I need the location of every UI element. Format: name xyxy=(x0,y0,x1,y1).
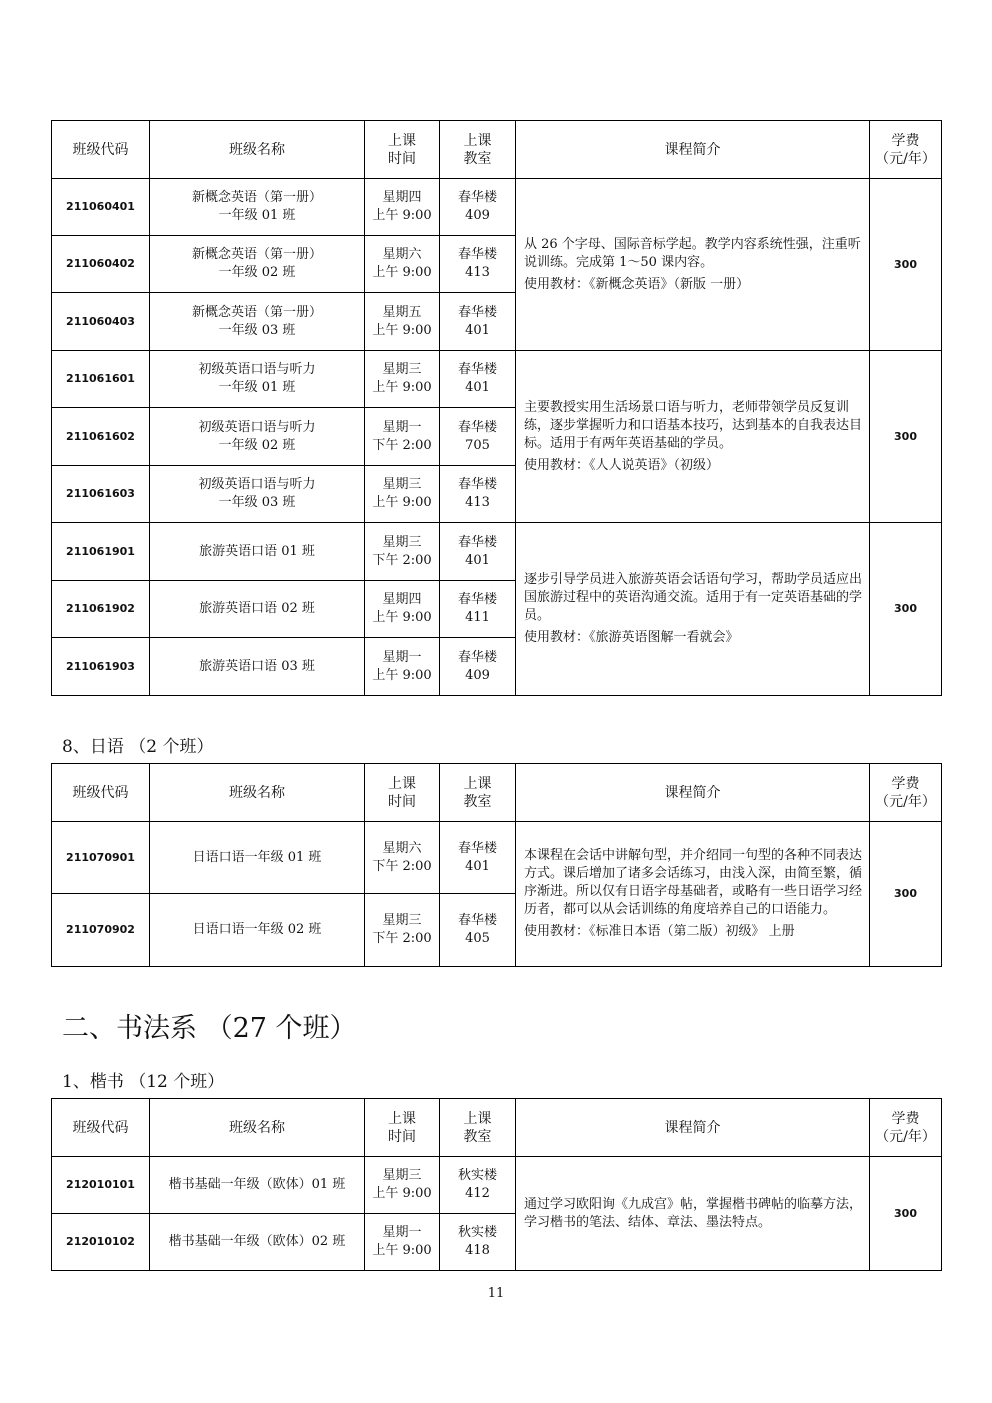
class-time: 星期三 上午 9:00 xyxy=(365,1157,440,1214)
table-row xyxy=(52,179,942,236)
section-heading-japanese: 8、日语 （2 个班） xyxy=(62,737,214,757)
japanese-class-table xyxy=(51,763,942,967)
class-room: 春华楼 411 xyxy=(440,581,516,638)
course-description: 从 26 个字母、国际音标学起。教学内容系统性强，注重听说训练。完成第 1～50 课内容。 使用教材：《新概念英语》（新版 一册） xyxy=(516,179,870,351)
class-code: 211061901 xyxy=(52,523,150,581)
class-room: 春华楼 405 xyxy=(440,894,516,967)
class-time: 星期六 上午 9:00 xyxy=(365,236,440,293)
tuition-fee: 300 xyxy=(870,179,942,351)
class-code: 211070902 xyxy=(52,894,150,967)
class-name: 日语口语一年级 02 班 xyxy=(150,894,365,967)
table-row xyxy=(52,822,942,894)
class-room: 春华楼 401 xyxy=(440,523,516,581)
tuition-fee: 300 xyxy=(870,1157,942,1271)
table-header-row xyxy=(52,1099,942,1157)
class-time: 星期四 上午 9:00 xyxy=(365,581,440,638)
section-heading-calligraphy: 二、书法系 （27 个班） xyxy=(62,1013,357,1044)
class-room: 秋实楼 418 xyxy=(440,1214,516,1271)
course-material: 使用教材：《旅游英语图解一看就会》 xyxy=(524,630,739,645)
class-name: 楷书基础一年级（欧体）01 班 xyxy=(150,1157,365,1214)
header-desc: 课程简介 xyxy=(516,764,870,822)
class-room: 春华楼 705 xyxy=(440,408,516,466)
header-desc: 课程简介 xyxy=(516,1099,870,1157)
class-name: 日语口语一年级 01 班 xyxy=(150,822,365,894)
class-code: 211061603 xyxy=(52,466,150,523)
tuition-fee: 300 xyxy=(870,523,942,696)
class-room: 春华楼 409 xyxy=(440,638,516,696)
course-material: 使用教材：《新概念英语》（新版 一册） xyxy=(524,276,750,292)
header-code: 班级代码 xyxy=(52,1099,150,1157)
header-fee: 学费 （元/年） xyxy=(870,121,942,179)
course-description: 主要教授实用生活场景口语与听力，老师带领学员反复训练，逐步掌握听力和口语基本技巧，达到基本的自我表达目标。适用于有两年英语基础的学员。 使用教材：《人人说英语》（初级） xyxy=(516,351,870,523)
class-time: 星期三 下午 2:00 xyxy=(365,894,440,967)
class-code: 211070901 xyxy=(52,822,150,894)
class-room: 春华楼 409 xyxy=(440,179,516,236)
class-name: 旅游英语口语 03 班 xyxy=(150,638,365,696)
english-class-table xyxy=(51,120,942,696)
header-name: 班级名称 xyxy=(150,764,365,822)
class-name: 旅游英语口语 01 班 xyxy=(150,523,365,581)
class-time: 星期一 上午 9:00 xyxy=(365,638,440,696)
class-name: 新概念英语（第一册） 一年级 03 班 xyxy=(150,293,365,351)
course-description: 本课程在会话中讲解句型，并介绍同一句型的各种不同表达方式。课后增加了诸多会话练习，由浅入深，由简至繁，循序渐进。所以仅有日语字母基础者，或略有一些日语学习经历者，都可以从会话训练的角度培养自己的口语能力。 使用教材：《标准日本语（第二版）初级》 上册 xyxy=(516,822,870,967)
header-time: 上课 时间 xyxy=(365,1099,440,1157)
class-code: 211061902 xyxy=(52,581,150,638)
course-material: 使用教材：《标准日本语（第二版）初级》 上册 xyxy=(524,924,795,939)
header-name: 班级名称 xyxy=(150,121,365,179)
class-time: 星期六 下午 2:00 xyxy=(365,822,440,894)
header-time: 上课 时间 xyxy=(365,764,440,822)
header-time: 上课 时间 xyxy=(365,121,440,179)
kaishu-class-table xyxy=(51,1098,942,1271)
class-name: 楷书基础一年级（欧体）02 班 xyxy=(150,1214,365,1271)
course-description: 通过学习欧阳询《九成宫》帖，掌握楷书碑帖的临摹方法，学习楷书的笔法、结体、章法、墨法特点。 xyxy=(516,1157,870,1271)
header-room: 上课 教室 xyxy=(440,1099,516,1157)
tuition-fee: 300 xyxy=(870,822,942,967)
class-code: 211061601 xyxy=(52,351,150,408)
class-code: 211060402 xyxy=(52,236,150,293)
header-fee: 学费 （元/年） xyxy=(870,764,942,822)
class-name: 初级英语口语与听力 一年级 01 班 xyxy=(150,351,365,408)
class-time: 星期三 上午 9:00 xyxy=(365,466,440,523)
header-desc: 课程简介 xyxy=(516,121,870,179)
class-room: 春华楼 401 xyxy=(440,351,516,408)
header-room: 上课 教室 xyxy=(440,764,516,822)
table-header-row xyxy=(52,121,942,179)
header-code: 班级代码 xyxy=(52,764,150,822)
class-room: 秋实楼 412 xyxy=(440,1157,516,1214)
class-time: 星期三 下午 2:00 xyxy=(365,523,440,581)
class-name: 旅游英语口语 02 班 xyxy=(150,581,365,638)
tuition-fee: 300 xyxy=(870,351,942,523)
table-row xyxy=(52,1157,942,1214)
class-name: 初级英语口语与听力 一年级 03 班 xyxy=(150,466,365,523)
header-name: 班级名称 xyxy=(150,1099,365,1157)
class-time: 星期四 上午 9:00 xyxy=(365,179,440,236)
class-name: 新概念英语（第一册） 一年级 02 班 xyxy=(150,236,365,293)
class-code: 211060401 xyxy=(52,179,150,236)
class-code: 211061602 xyxy=(52,408,150,466)
table-row xyxy=(52,351,942,408)
class-code: 212010101 xyxy=(52,1157,150,1214)
class-code: 212010102 xyxy=(52,1214,150,1271)
header-fee: 学费 （元/年） xyxy=(870,1099,942,1157)
class-name: 初级英语口语与听力 一年级 02 班 xyxy=(150,408,365,466)
class-time: 星期五 上午 9:00 xyxy=(365,293,440,351)
class-time: 星期一 上午 9:00 xyxy=(365,1214,440,1271)
page-number: 11 xyxy=(487,1286,505,1301)
class-name: 新概念英语（第一册） 一年级 01 班 xyxy=(150,179,365,236)
table-header-row xyxy=(52,764,942,822)
header-code: 班级代码 xyxy=(52,121,150,179)
table-row xyxy=(52,523,942,581)
class-room: 春华楼 401 xyxy=(440,293,516,351)
course-material: 使用教材：《人人说英语》（初级） xyxy=(524,457,720,473)
class-room: 春华楼 413 xyxy=(440,236,516,293)
course-description: 逐步引导学员进入旅游英语会话语句学习，帮助学员适应出国旅游过程中的英语沟通交流。适用于有一定英语基础的学员。 使用教材：《旅游英语图解一看就会》 xyxy=(516,523,870,696)
class-code: 211061903 xyxy=(52,638,150,696)
header-room: 上课 教室 xyxy=(440,121,516,179)
class-time: 星期一 下午 2:00 xyxy=(365,408,440,466)
class-time: 星期三 上午 9:00 xyxy=(365,351,440,408)
class-room: 春华楼 413 xyxy=(440,466,516,523)
class-room: 春华楼 401 xyxy=(440,822,516,894)
class-code: 211060403 xyxy=(52,293,150,351)
section-heading-kaishu: 1、楷书 （12 个班） xyxy=(62,1072,225,1092)
